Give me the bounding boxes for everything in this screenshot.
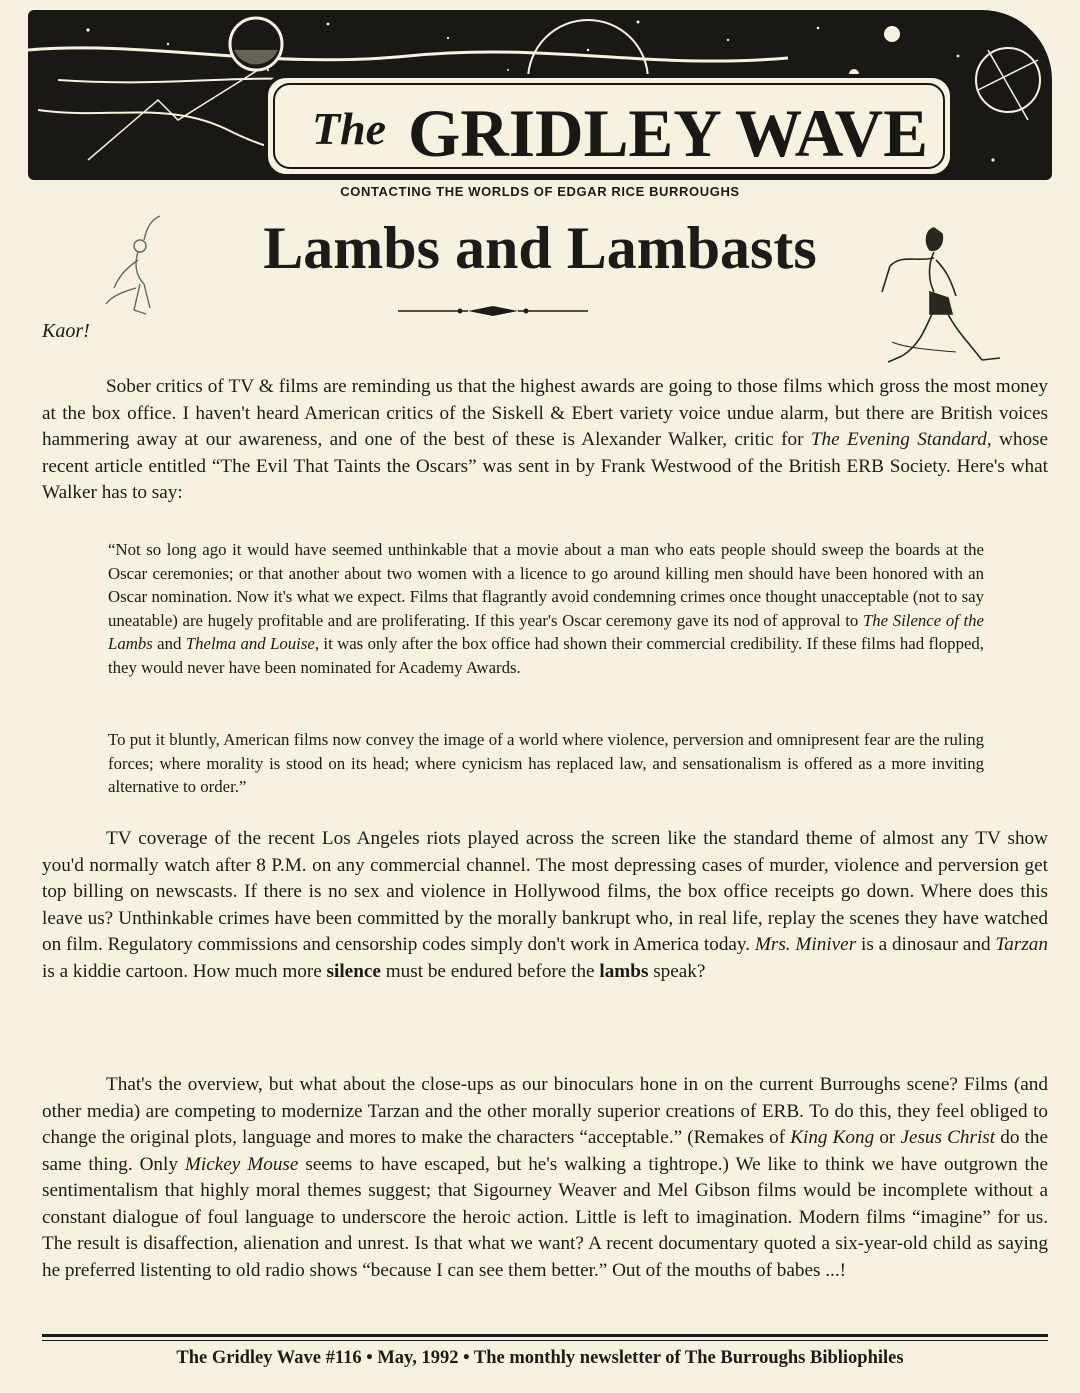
paragraph-1	[42, 374, 1048, 507]
quote-1-text: , it was only after the box office had shown their commercial credibility. If these films had flopped, they would never have been nominated for Academy Awards.	[108, 634, 984, 677]
title-mrs-miniver: Mrs. Miniver	[754, 934, 857, 955]
emphasis-lambs: lambs	[599, 960, 649, 982]
footer-rule	[42, 1340, 1048, 1341]
quote-paragraph-1	[108, 538, 984, 679]
paragraph-3-text: or	[874, 1127, 901, 1148]
paragraph-3-text: seems to have escaped, but he's walking a tightrope.) We like to think we have outgrown the sentimentalism that highly moral themes suggest; that Sigourney Weaver and Mel Gibson films would be incomplete without a constant dialogue of foul language to underscore the heroic action. Little is left to imagination. Modern films “imagine” for us. The result is disaffection, alienation and unrest. Is that what we want? A recent documentary quoted a six-year-old child as saying he preferred listenting to old radio shows “because I can see them better.” Out of the mouths of babes ...!	[42, 1153, 1048, 1281]
paragraph-2-text: TV coverage of the recent Los Angeles riots played across the screen like the standard theme of almost any TV show you'd normally watch after 8 P.M. on any commercial channel. The most depressing cases of murder, violence and perversion get top billing on newscasts. If there is no sex and violence in Hollywood films, the box office receipts go down. Where does this leave us? Unthinkable crimes have been committed by the morally bankrupt who, in real life, replay the scenes they have watched on film. Regulatory commissions and censorship codes simply don't work in America today.	[42, 828, 1048, 955]
greeting: Kaor!	[42, 320, 90, 342]
space-illustration	[28, 10, 1052, 180]
masthead-banner	[28, 10, 1052, 180]
headline-flourish	[398, 302, 588, 320]
paragraph-1-text: , whose recent article entitled “The Evil That Taints the Oscars” was sent in by Frank Westwood of the British ERB Society. Here's what Walker has to say:	[42, 429, 1049, 503]
quote-paragraph-2: To put it bluntly, American films now convey the image of a world where violence, perversion and omnipresent fear are the ruling forces; where morality is stood on its head; where cynicism has replaced law, and sensationalism is offered as a more inviting alternative to order.”	[108, 730, 984, 796]
paragraph-3-text: That's the overview, but what about the close-ups as our binoculars hone in on the current Burroughs scene? Films (and other media) are competing to modernize Tarzan and the other morally superior creations of ERB. To do this, they feel obliged to change the original plots, language and mores to make the characters “acceptable.” (Remakes of	[42, 1074, 1048, 1148]
masthead-tagline: CONTACTING THE WORLDS OF EDGAR RICE BURROUGHS	[340, 184, 740, 199]
quote-1-text: and	[152, 634, 186, 653]
paragraph-2-text: is a dinosaur and	[856, 934, 996, 955]
paragraph-2-text: must be endured before the	[380, 960, 600, 982]
title-mickey-mouse: Mickey Mouse	[184, 1153, 299, 1175]
title-king-kong: King Kong	[790, 1127, 875, 1148]
article-headline: Lambs and Lambasts	[263, 215, 817, 281]
paragraph-1-text: Sober critics of TV & films are reminding us that the highest awards are going to those films which gross the most money at the box office. I haven't heard American critics of the Siskell & Ebert variety voice undue alarm, but there are British voices hammering away at our awareness, and one of the best of these is Alexander Walker, critic for	[42, 376, 1048, 450]
masthead-title-main: GRIDLEY WAVE	[408, 95, 928, 171]
ape-sketch-icon	[100, 212, 170, 322]
emphasis-silence: silence	[326, 960, 381, 982]
footer-rule	[42, 1334, 1048, 1337]
paragraph-3	[42, 1072, 1048, 1284]
tarzan-sketch-icon	[872, 222, 1022, 372]
title-evening-standard: The Evening Standard	[810, 429, 987, 450]
title-silence-of-the-lambs: The Silence of the Lambs	[108, 610, 984, 653]
masthead-title-the: The	[312, 103, 387, 154]
title-tarzan: Tarzan	[995, 934, 1048, 955]
quote-1-text: “Not so long ago it would have seemed unthinkable that a movie about a man who eats people should sweep the boards at the Oscar ceremonies; or that another about two women with a licence to go around killing men should have been honored with an Oscar nomination. Now it's what we expect. Films that flagrantly avoid condemning crimes once thought unacceptable (not to say uneatable) are hugely profitable and are proliferating. If this year's Oscar ceremony gave its nod of approval to	[108, 540, 984, 630]
paragraph-2	[42, 826, 1048, 985]
title-jesus-christ: Jesus Christ	[900, 1127, 996, 1148]
footer-issue-line: The Gridley Wave #116 • May, 1992 • The monthly newsletter of The Burroughs Bibliophiles	[176, 1348, 904, 1368]
paragraph-2-text: speak?	[648, 960, 706, 982]
paragraph-2-text: is a kiddie cartoon. How much more	[42, 960, 327, 982]
paragraph-3-text: do the same thing. Only	[42, 1127, 1048, 1175]
title-thelma-and-louise: Thelma and Louise	[185, 634, 315, 653]
